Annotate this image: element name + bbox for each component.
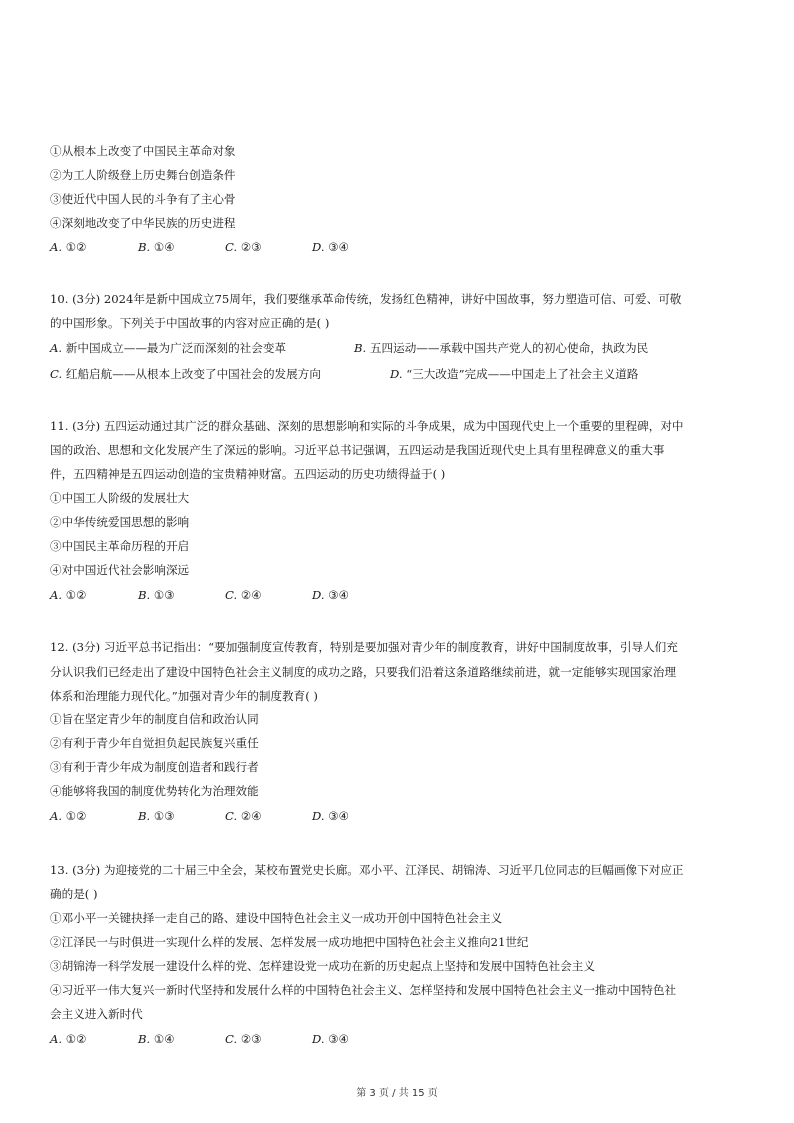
q12-item-4: ④能够将我国的制度优势转化为治理效能	[50, 784, 259, 798]
q13-stem-line-1: 13. (3分) 为迎接党的二十届三中全会，某校布置党史长廊。邓小平、江泽民、胡锦涛、习近平几位同志的巨幅画像下对应正	[50, 863, 684, 877]
option-c: C. ②③	[225, 1032, 262, 1046]
q12-stem-line-2: 分认识我们已经走出了建设中国特色社会主义制度的成功之路，只要我们沿着这条道路继续前进，就一定能够实现国家治理	[50, 665, 677, 679]
q13-options	[50, 1031, 750, 1047]
q12-stem-line-3: 体系和治理能力现代化。”加强对青少年的制度教育( )	[50, 689, 318, 703]
q10-stem-line-1: 10. (3分) 2024年是新中国成立75周年，我们要继承革命传统，发扬红色精神，讲好中国故事，努力塑造可信、可爱、可敬	[50, 292, 682, 306]
q11-item-2: ②中华传统爱国思想的影响	[50, 515, 190, 529]
option-c: C. 红船启航——从根本上改变了中国社会的发展方向	[50, 367, 321, 381]
option-a: A. 新中国成立——最为广泛而深刻的社会变革	[50, 341, 287, 355]
q13-item-4-line-1: ④习近平一伟大复兴一新时代坚持和发展什么样的中国特色社会主义、怎样坚持和发展中国特色社会主义一推动中国特色社	[50, 983, 677, 997]
option-d: D. ③④	[312, 588, 350, 602]
q9-item-2: ②为工人阶级登上历史舞台创造条件	[50, 168, 236, 182]
option-b: B. 五四运动——承载中国共产党人的初心使命，执政为民	[354, 341, 649, 355]
q12-item-2: ②有利于青少年自觉担负起民族复兴重任	[50, 736, 259, 750]
q11-options	[50, 587, 750, 603]
option-d: D. ③④	[312, 1032, 350, 1046]
option-b: B. ①③	[138, 588, 175, 602]
option-d: D. ③④	[312, 809, 350, 823]
q12-item-3: ③有利于青少年成为制度创造者和践行者	[50, 760, 259, 774]
q11-stem-line-2: 国的政治、思想和文化发展产生了深远的影响。习近平总书记强调，五四运动是我国近现代史上具有里程碑意义的重大事	[50, 443, 665, 457]
q13-item-2: ②江泽民一与时俱进一实现什么样的发展、怎样发展一成功地把中国特色社会主义推向21世纪	[50, 935, 529, 949]
q9-options	[50, 239, 750, 255]
option-a: A. ①②	[50, 588, 87, 602]
q10-options-row-1	[50, 340, 750, 356]
option-c: C. ②④	[225, 588, 262, 602]
q11-item-1: ①中国工人阶级的发展壮大	[50, 491, 190, 505]
option-d: D. ③④	[312, 240, 350, 254]
q13-stem-line-2: 确的是( )	[50, 887, 98, 901]
q9-item-4: ④深刻地改变了中华民族的历史进程	[50, 216, 236, 230]
q12-stem-line-1: 12. (3分) 习近平总书记指出：“要加强制度宣传教育，特别是要加强对青少年的制度教育，讲好中国制度故事，引导人们充	[50, 640, 678, 654]
q13-item-3: ③胡锦涛一科学发展一建设什么样的党、怎样建设党一成功在新的历史起点上坚持和发展中国特色社会主义	[50, 959, 595, 973]
q13-item-4-line-2: 会主义进入新时代	[50, 1007, 143, 1021]
page-number-footer: 第 3 页 / 共 15 页	[356, 1088, 438, 1099]
option-b: B. ①④	[138, 240, 175, 254]
q11-item-3: ③中国民主革命历程的开启	[50, 539, 190, 553]
q11-item-4: ④对中国近代社会影响深远	[50, 563, 190, 577]
q10-options-row-2	[50, 366, 750, 382]
option-b: B. ①④	[138, 1032, 175, 1046]
option-c: C. ②③	[225, 240, 262, 254]
q12-options	[50, 808, 750, 824]
q10-stem-line-2: 的中国形象。下列关于中国故事的内容对应正确的是( )	[50, 316, 330, 330]
option-a: A. ①②	[50, 240, 87, 254]
q13-item-1: ①邓小平一关键抉择一走自己的路、建设中国特色社会主义一成功开创中国特色社会主义	[50, 911, 503, 925]
q12-item-1: ①旨在坚定青少年的制度自信和政治认同	[50, 712, 259, 726]
option-b: B. ①③	[138, 809, 175, 823]
q11-stem-line-3: 件，五四精神是五四运动创造的宝贵精神财富。五四运动的历史功绩得益于( )	[50, 467, 446, 481]
q9-item-3: ③使近代中国人民的斗争有了主心骨	[50, 192, 236, 206]
option-a: A. ①②	[50, 1032, 87, 1046]
q11-stem-line-1: 11. (3分) 五四运动通过其广泛的群众基础、深刻的思想影响和实际的斗争成果，成为中国现代史上一个重要的里程碑，对中	[50, 419, 684, 433]
option-d: D. “三大改造”完成——中国走上了社会主义道路	[390, 367, 639, 381]
option-c: C. ②④	[225, 809, 262, 823]
q9-item-1: ①从根本上改变了中国民主革命对象	[50, 144, 236, 158]
option-a: A. ①②	[50, 809, 87, 823]
